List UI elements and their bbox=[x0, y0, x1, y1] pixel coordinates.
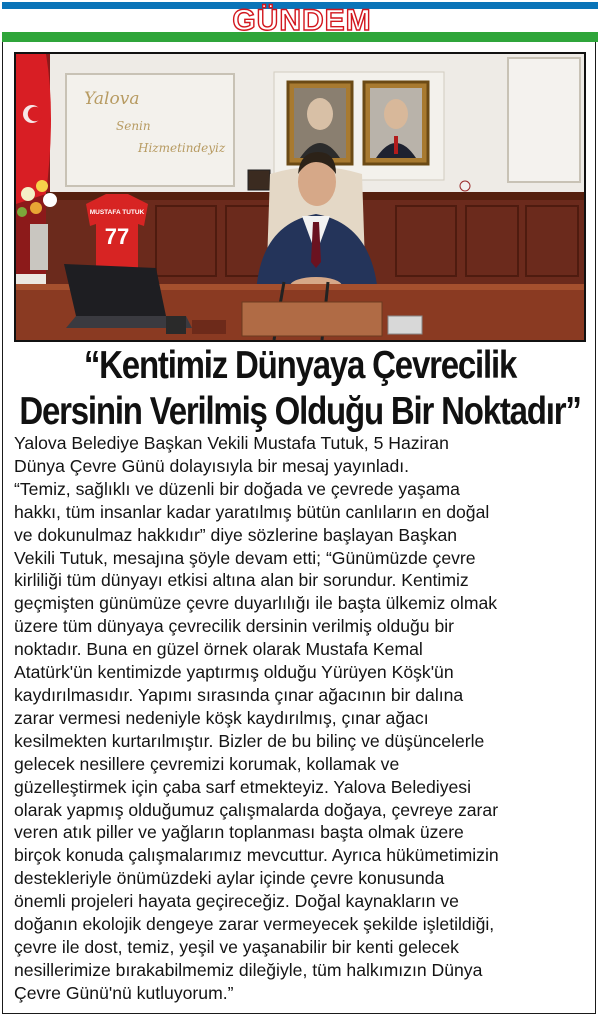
body-line: güzelleştirmek için çaba sarf etmekteyiz. Yalova Belediyesi bbox=[14, 776, 471, 797]
calligraphy-frame bbox=[66, 74, 234, 186]
body-line: kesilmekten kurtarılmıştır. Bizler de bu bilinç ve düşüncelerle bbox=[14, 730, 485, 751]
body-line: kirliliği tüm dünyayı etkisi altına alan bir sorundur. Kentimiz bbox=[14, 570, 469, 591]
office-scene-image bbox=[16, 54, 584, 340]
body-line: destekleriyle önümüzdeki aylar içinde çevre konusunda bbox=[14, 868, 445, 889]
body-line: noktadır. Buna en güzel örnek olarak Mustafa Kemal bbox=[14, 639, 423, 660]
body-line: zarar vermesi nedeniyle köşk kaydırılmış, çınar ağacı bbox=[14, 707, 429, 728]
jersey-number: 77 bbox=[104, 224, 130, 249]
body-line: üzere tüm dünyaya çevrecilik dersinin verilmiş olduğu bir bbox=[14, 616, 455, 637]
body-line: Dünya Çevre Günü dolayısıyla bir mesaj yayınladı. bbox=[14, 455, 410, 476]
section-banner bbox=[2, 2, 598, 42]
body-line: kaydırılmasıdır. Yapımı sırasında çınar ağacının bir dalına bbox=[14, 684, 464, 705]
headline-line-1: “Kentimiz Dünyaya Çevrecilik bbox=[83, 342, 517, 387]
headline-line-2: Dersinin Verilmiş Olduğu Bir Noktadır” bbox=[19, 388, 581, 433]
body-line: geçmişten günümüze çevre duyarlılığı ile başta ülkemiz olmak bbox=[14, 593, 498, 614]
body-line: hakkı, tüm insanlar kadar yaratılmış bütün canlıların en doğal bbox=[14, 501, 490, 522]
calligraphy-line: Yalova bbox=[84, 89, 140, 109]
body-line: veren atık piller ve yağların toplanması başta olmak üzere bbox=[14, 822, 464, 843]
body-line: “Temiz, sağlıklı ve düzenli bir doğada ve çevrede yaşama bbox=[14, 478, 460, 499]
calligraphy-line: Senin bbox=[116, 119, 151, 133]
body-line: birçok konuda çalışmalarımız mevcuttur. Ayrıca hükümetimizin bbox=[14, 845, 499, 866]
body-line: Çevre Günü'nü kutluyorum.” bbox=[14, 982, 234, 1003]
body-line: Yalova Belediye Başkan Vekili Mustafa Tutuk, 5 Haziran bbox=[14, 433, 449, 453]
body-line: olarak yapmış olduğumuz çalışmalarda doğaya, çevreye zarar bbox=[14, 799, 499, 820]
body-line: gelecek nesillere çevremizi korumak, kollamak ve bbox=[14, 753, 400, 774]
article-body bbox=[14, 432, 590, 1005]
portrait-right bbox=[364, 82, 428, 164]
body-line: ve dokunulmaz hakkıdır” diye sözlerine başlayan Başkan bbox=[14, 524, 458, 545]
body-line: önemli projeleri hayata geçireceğiz. Doğal kaynakların ve bbox=[14, 891, 459, 912]
section-label: GÜNDEM bbox=[232, 4, 372, 37]
article-photo bbox=[14, 52, 586, 342]
calligraphy-line: Hizmetindeyiz bbox=[138, 141, 226, 155]
body-line: Atatürk'ün kentimizde yaptırmış olduğu Yürüyen Köşk'ün bbox=[14, 662, 454, 683]
jersey-name: MUSTAFA TUTUK bbox=[89, 209, 145, 216]
portrait-left bbox=[288, 82, 352, 164]
body-line: nesillerimize bırakabilmemiz dileğiyle, tüm halkımızın Dünya bbox=[14, 959, 483, 980]
body-line: Vekili Tutuk, mesajına şöyle devam etti; “Günümüzde çevre bbox=[14, 547, 476, 568]
body-line: çevre ile dost, temiz, yeşil ve yaşanabilir bir kenti gelecek bbox=[14, 936, 459, 957]
body-line: doğanın ekolojik dengeye zarar vermeyecek şekilde işletildiği, bbox=[14, 914, 495, 935]
